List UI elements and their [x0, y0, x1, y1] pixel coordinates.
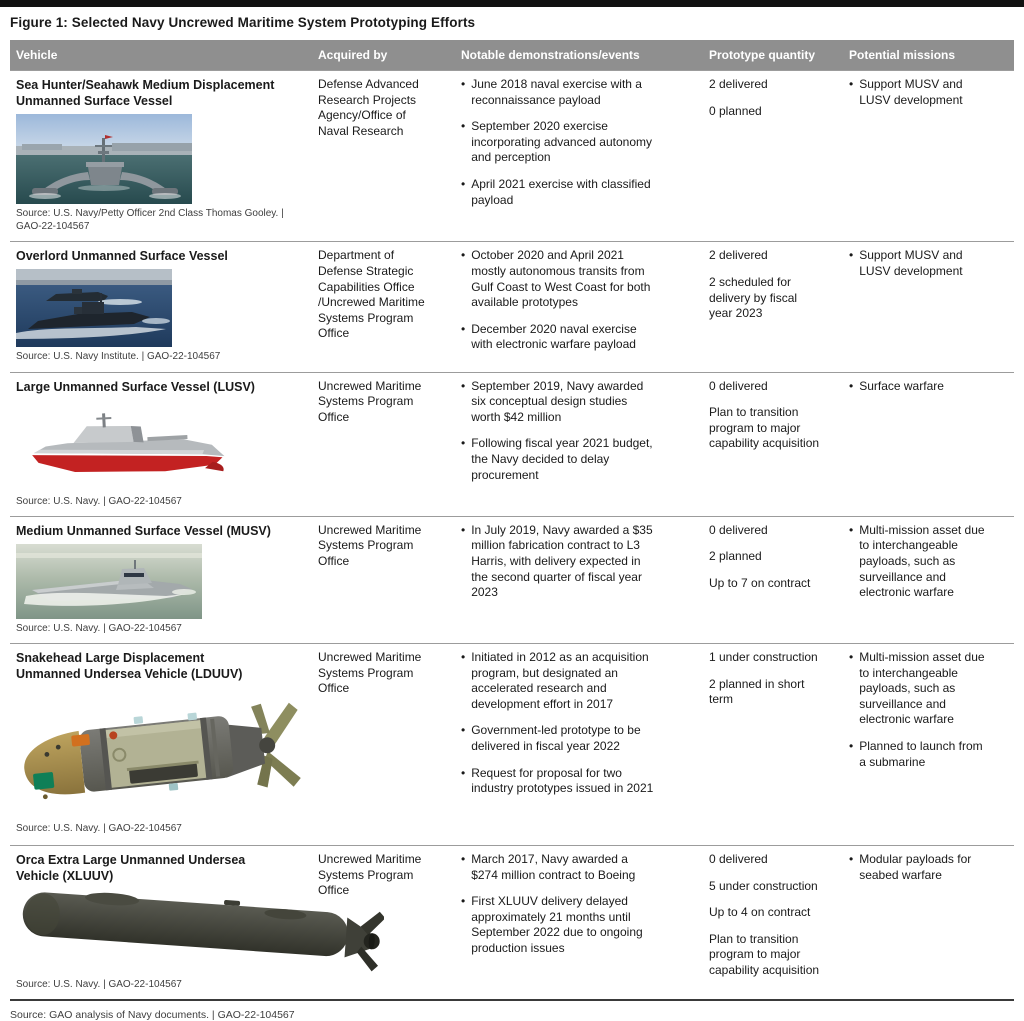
vehicle-cell	[10, 71, 312, 241]
bullet-text: Support MUSV and LUSV development	[859, 77, 963, 107]
quantity-line: Up to 4 on contract	[709, 905, 811, 920]
bullet-item	[461, 723, 657, 754]
table-row	[10, 241, 1014, 371]
demonstrations-cell	[455, 242, 703, 371]
bullet-icon: •	[461, 851, 466, 866]
bullet-text: Modular payloads for seabed warfare	[859, 851, 972, 882]
quantity-line: 0 planned	[709, 103, 762, 118]
bullet-item	[461, 650, 657, 712]
vehicle-name: Sea Hunter/Seahawk Medium Displacement Unmanned Surface Vessel	[16, 78, 275, 108]
missions-cell	[843, 71, 1014, 241]
quantity-cell	[703, 846, 843, 999]
overlord-photo	[16, 269, 172, 347]
quantity-line: Plan to transition program to major capability acquisition	[709, 405, 820, 451]
bullet-item	[849, 523, 992, 601]
quantity-cell	[703, 71, 843, 241]
acquired-by-cell: Defense Advanced Research Projects Agency/Office of Naval Research	[318, 77, 419, 138]
table-row	[10, 643, 1014, 845]
bullet-item	[461, 177, 657, 208]
bullet-text: June 2018 naval exercise with a reconnaissance payload	[471, 77, 642, 107]
quantity-line: 0 delivered	[709, 851, 768, 866]
bullet-item	[461, 852, 657, 883]
bullet-icon: •	[461, 765, 466, 780]
acquired-by-cell: Uncrewed Maritime Systems Program Office	[318, 522, 422, 568]
bullet-text: March 2017, Navy awarded a $274 million contract to Boeing	[471, 851, 636, 882]
vehicle-cell	[10, 644, 312, 845]
quantity-line: 5 under construction	[709, 878, 818, 893]
acquired-by-cell: Uncrewed Maritime Systems Program Office	[318, 851, 422, 898]
quantity-line: 0 delivered	[709, 522, 768, 537]
table-header-row	[10, 40, 1014, 70]
vehicle-cell	[10, 373, 312, 516]
bullet-item	[461, 894, 657, 956]
image-source: Source: U.S. Navy. | GAO-22-104567	[16, 822, 182, 834]
bullet-icon: •	[849, 738, 854, 753]
table-row	[10, 516, 1014, 643]
quantity-line: 2 delivered	[709, 248, 768, 263]
bullet-text: Initiated in 2012 as an acquisition program, but designated an accelerated research and development effort in 2017	[471, 649, 649, 711]
figure-title: Figure 1: Selected Navy Uncrewed Maritime System Prototyping Efforts	[10, 15, 476, 30]
table-row	[10, 372, 1014, 516]
bullet-item	[461, 248, 657, 310]
sea-hunter-image	[16, 114, 304, 204]
snakehead-image	[16, 687, 304, 819]
image-source: Source: U.S. Navy/Petty Officer 2nd Class Thomas Gooley. | GAO-22-104567	[16, 208, 284, 233]
quantity-line: 2 delivered	[709, 77, 768, 91]
bullet-text: Multi-mission asset due to interchangeable payloads, such as surveillance and electronic warfare	[859, 649, 985, 727]
col-header-acquired-by: Acquired by	[318, 48, 388, 62]
missions-cell	[843, 242, 1014, 371]
missions-cell	[843, 517, 1014, 643]
snakehead-render	[16, 687, 301, 819]
vehicle-name: Snakehead Large Displacement Unmanned Undersea Vehicle (LDUUV)	[16, 650, 243, 681]
missions-cell	[843, 644, 1014, 845]
vehicle-cell	[10, 242, 312, 371]
prototype-table	[10, 40, 1014, 999]
bullet-icon: •	[849, 378, 854, 393]
bullet-icon: •	[461, 119, 466, 134]
table-row	[10, 70, 1014, 241]
quantity-cell	[703, 644, 843, 845]
bullet-text: December 2020 naval exercise with electronic warfare payload	[471, 321, 637, 352]
bullet-icon: •	[461, 522, 466, 537]
bullet-icon: •	[461, 649, 466, 664]
image-source: Source: U.S. Navy. | GAO-22-104567	[16, 978, 182, 990]
musv-render	[16, 544, 202, 619]
bullet-text: Multi-mission asset due to interchangeable payloads, such as surveillance and electronic warfare	[859, 522, 985, 600]
bullet-text: October 2020 and April 2021 mostly autonomous transits from Gulf Coast to West Coast for both available prototypes	[471, 248, 651, 310]
missions-cell	[843, 846, 1014, 999]
bullet-text: April 2021 exercise with classified payload	[471, 176, 651, 207]
musv-image	[16, 544, 304, 619]
bullet-item	[849, 379, 992, 395]
quantity-cell	[703, 517, 843, 643]
bullet-item	[461, 322, 657, 353]
missions-cell	[843, 373, 1014, 516]
bullet-icon: •	[461, 378, 466, 393]
bullet-icon: •	[461, 723, 466, 738]
bullet-item	[849, 248, 992, 279]
image-source: Source: U.S. Navy. | GAO-22-104567	[16, 622, 182, 634]
quantity-cell	[703, 373, 843, 516]
bullet-text: In July 2019, Navy awarded a $35 million fabrication contract to L3 Harris, with delivery expected in the second quarter of fiscal year 2023	[471, 522, 653, 600]
bullet-text: Request for proposal for two industry prototypes issued in 2021	[471, 765, 654, 796]
bullet-icon: •	[849, 77, 854, 91]
bullet-text: Planned to launch from a submarine	[859, 738, 983, 769]
figure-source: Source: GAO analysis of Navy documents. | GAO-22-104567	[10, 1009, 295, 1021]
sea-hunter-photo	[16, 114, 192, 204]
bullet-icon: •	[461, 176, 466, 191]
demonstrations-cell	[455, 71, 703, 241]
vehicle-cell	[10, 517, 312, 643]
acquired-by-cell: Uncrewed Maritime Systems Program Office	[318, 649, 422, 696]
bullet-icon: •	[461, 894, 466, 909]
quantity-cell	[703, 242, 843, 371]
vehicle-name: Large Unmanned Surface Vessel (LUSV)	[16, 379, 255, 394]
bullet-icon: •	[461, 436, 466, 451]
bullet-item	[849, 739, 992, 770]
quantity-line: 0 delivered	[709, 378, 768, 393]
bullet-item	[849, 650, 992, 728]
quantity-line: Plan to transition program to major capability acquisition	[709, 931, 820, 977]
bullet-text: First XLUUV delivery delayed approximately 21 months until September 2022 due to ongoing production issues	[471, 894, 643, 955]
lusv-image	[16, 400, 304, 492]
bullet-item	[849, 77, 992, 108]
demonstrations-cell	[455, 517, 703, 643]
vehicle-cell	[10, 846, 312, 999]
top-rule	[0, 0, 1024, 7]
bullet-text: September 2020 exercise incorporating advanced autonomy and perception	[471, 119, 652, 165]
bullet-text: Support MUSV and LUSV development	[859, 248, 963, 278]
demonstrations-cell	[455, 373, 703, 516]
vehicle-name: Medium Unmanned Surface Vessel (MUSV)	[16, 523, 271, 538]
bullet-icon: •	[849, 649, 854, 664]
overlord-image	[16, 269, 304, 347]
vehicle-name: Overlord Unmanned Surface Vessel	[16, 249, 228, 264]
col-header-potential-missions: Potential missions	[849, 48, 956, 62]
acquired-by-cell: Department of Defense Strategic Capabilities Office /Uncrewed Maritime Systems Program Office	[318, 248, 425, 341]
quantity-line: 2 planned	[709, 549, 762, 564]
bullet-item	[461, 379, 657, 426]
bullet-item	[461, 436, 657, 483]
bullet-text: Surface warfare	[859, 378, 944, 393]
bullet-item	[849, 852, 992, 883]
image-source: Source: U.S. Navy. | GAO-22-104567	[16, 495, 182, 507]
demonstrations-cell	[455, 644, 703, 845]
bullet-icon: •	[849, 522, 854, 537]
quantity-line: 1 under construction	[709, 649, 818, 664]
quantity-line: 2 planned in short term	[709, 676, 805, 707]
col-header-demonstrations: Notable demonstrations/events	[461, 48, 640, 62]
table-row	[10, 845, 1014, 999]
bullet-icon: •	[849, 248, 854, 263]
bullet-icon: •	[849, 851, 854, 866]
bullet-text: Government-led prototype to be delivered in fiscal year 2022	[471, 723, 641, 753]
bullet-icon: •	[461, 248, 466, 263]
col-header-vehicle: Vehicle	[16, 48, 58, 62]
table-bottom-rule	[10, 999, 1014, 1001]
col-header-prototype-quantity: Prototype quantity	[709, 48, 816, 62]
bullet-text: September 2019, Navy awarded six conceptual design studies worth $42 million	[471, 378, 644, 424]
orca-image	[16, 889, 304, 975]
image-source: Source: U.S. Navy Institute. | GAO-22-104567	[16, 351, 221, 363]
quantity-line: 2 scheduled for delivery by fiscal year 2023	[709, 274, 798, 321]
bullet-item	[461, 766, 657, 797]
acquired-by-cell: Uncrewed Maritime Systems Program Office	[318, 378, 422, 424]
bullet-text: Following fiscal year 2021 budget, the Navy decided to delay procurement	[471, 436, 653, 482]
bullet-item	[461, 119, 657, 166]
vehicle-name: Orca Extra Large Unmanned Undersea Vehicle (XLUUV)	[16, 852, 246, 883]
bullet-icon: •	[461, 77, 466, 91]
bullet-item	[461, 77, 657, 108]
demonstrations-cell	[455, 846, 703, 999]
quantity-line: Up to 7 on contract	[709, 575, 811, 590]
bullet-item	[461, 523, 657, 601]
lusv-render	[16, 400, 246, 492]
bullet-icon: •	[461, 321, 466, 336]
